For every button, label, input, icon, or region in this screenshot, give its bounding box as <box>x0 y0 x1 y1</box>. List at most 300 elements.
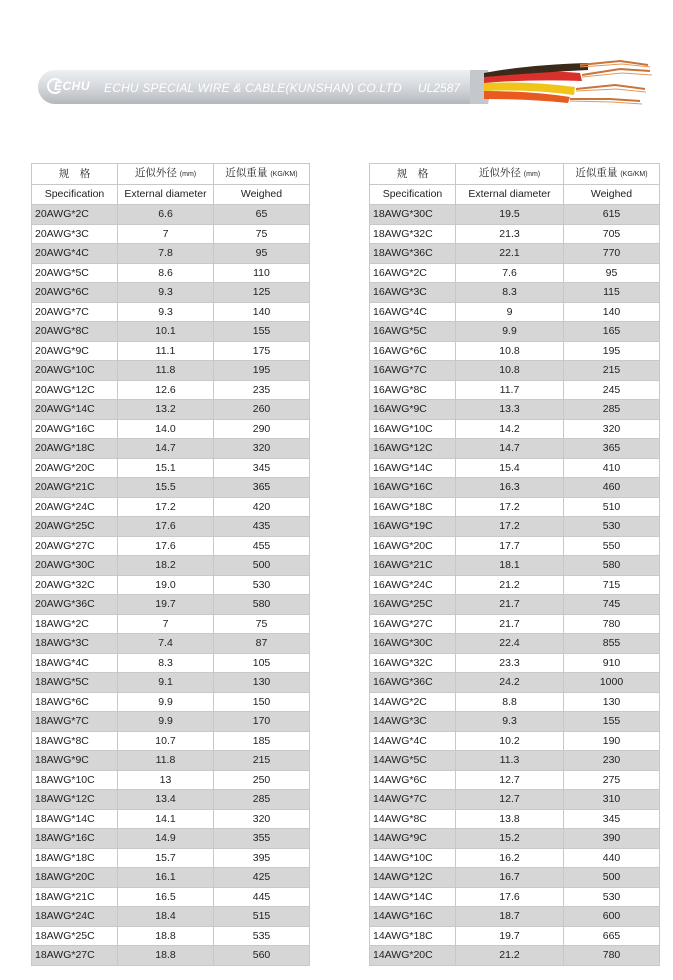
cable-cores-image <box>470 55 665 115</box>
cell-weight: 175 <box>214 341 310 361</box>
table-row <box>32 380 310 400</box>
cell-external-diameter: 7.8 <box>118 244 214 264</box>
cell-weight: 460 <box>564 478 660 498</box>
cell-weight: 715 <box>564 575 660 595</box>
cell-specification: 20AWG*2C <box>32 205 118 225</box>
cell-weight: 95 <box>214 244 310 264</box>
table-row <box>32 712 310 732</box>
cell-weight: 185 <box>214 731 310 751</box>
cell-specification: 16AWG*7C <box>370 361 456 381</box>
cell-external-diameter: 19.0 <box>118 575 214 595</box>
table-row <box>370 887 660 907</box>
cell-weight: 215 <box>214 751 310 771</box>
cell-external-diameter: 16.2 <box>456 848 564 868</box>
cell-external-diameter: 21.7 <box>456 595 564 615</box>
cell-external-diameter: 14.0 <box>118 419 214 439</box>
spec-table-left <box>31 163 310 966</box>
cell-external-diameter: 16.5 <box>118 887 214 907</box>
logo-text: ECHU <box>54 79 91 93</box>
header-diameter-cn-text: 近似外径 <box>134 167 177 179</box>
cell-weight: 105 <box>214 653 310 673</box>
cell-external-diameter: 9.3 <box>456 712 564 732</box>
cell-specification: 20AWG*4C <box>32 244 118 264</box>
table-row <box>32 263 310 283</box>
header-diameter-cn <box>118 164 214 185</box>
cell-weight: 250 <box>214 770 310 790</box>
header-spec-cn: 规 格 <box>370 164 456 185</box>
cell-weight: 455 <box>214 536 310 556</box>
cell-external-diameter: 21.2 <box>456 575 564 595</box>
cell-specification: 18AWG*16C <box>32 829 118 849</box>
cell-weight: 320 <box>214 439 310 459</box>
cell-specification: 18AWG*5C <box>32 673 118 693</box>
cell-specification: 20AWG*16C <box>32 419 118 439</box>
header-spec-en: Specification <box>370 185 456 205</box>
header-weight-cn-text: 近似重量 <box>575 167 618 179</box>
header-weight-unit: (KG/KM) <box>620 171 648 178</box>
table-row <box>32 556 310 576</box>
table-row <box>370 731 660 751</box>
cell-specification: 18AWG*10C <box>32 770 118 790</box>
table-row <box>370 575 660 595</box>
cell-external-diameter: 16.7 <box>456 868 564 888</box>
cell-external-diameter: 8.6 <box>118 263 214 283</box>
cell-weight: 155 <box>564 712 660 732</box>
cell-specification: 16AWG*9C <box>370 400 456 420</box>
cell-external-diameter: 19.5 <box>456 205 564 225</box>
cell-weight: 75 <box>214 224 310 244</box>
table-row <box>32 361 310 381</box>
cell-weight: 500 <box>214 556 310 576</box>
cell-weight: 345 <box>564 809 660 829</box>
header-spec-cn: 规 格 <box>32 164 118 185</box>
cell-external-diameter: 17.6 <box>456 887 564 907</box>
cell-weight: 855 <box>564 634 660 654</box>
cell-external-diameter: 17.2 <box>118 497 214 517</box>
cell-external-diameter: 17.6 <box>118 536 214 556</box>
table-row <box>370 302 660 322</box>
cell-weight: 125 <box>214 283 310 303</box>
cell-specification: 20AWG*3C <box>32 224 118 244</box>
cell-specification: 18AWG*27C <box>32 946 118 966</box>
header-weight-cn <box>214 164 310 185</box>
header-weight-cn <box>564 164 660 185</box>
cell-external-diameter: 13 <box>118 770 214 790</box>
cell-weight: 140 <box>564 302 660 322</box>
cell-weight: 535 <box>214 926 310 946</box>
cell-specification: 20AWG*30C <box>32 556 118 576</box>
table-row <box>370 478 660 498</box>
cell-weight: 705 <box>564 224 660 244</box>
cell-specification: 18AWG*36C <box>370 244 456 264</box>
table-row <box>32 244 310 264</box>
table-row <box>32 673 310 693</box>
cell-weight: 130 <box>214 673 310 693</box>
cell-external-diameter: 9.9 <box>456 322 564 342</box>
table-row <box>32 926 310 946</box>
table-row <box>32 653 310 673</box>
cell-weight: 195 <box>214 361 310 381</box>
table-row <box>370 770 660 790</box>
table-row <box>32 575 310 595</box>
header-diameter-cn <box>456 164 564 185</box>
cell-external-diameter: 22.1 <box>456 244 564 264</box>
table-row <box>370 497 660 517</box>
table-row <box>32 517 310 537</box>
header-weight-en: Weighed <box>214 185 310 205</box>
cell-external-diameter: 7 <box>118 224 214 244</box>
table-row <box>370 263 660 283</box>
cell-weight: 320 <box>214 809 310 829</box>
cell-weight: 245 <box>564 380 660 400</box>
spec-table-right <box>369 163 660 966</box>
table-body-right <box>370 205 660 966</box>
table-row <box>370 419 660 439</box>
table-row <box>370 712 660 732</box>
cell-external-diameter: 11.1 <box>118 341 214 361</box>
cell-specification: 18AWG*12C <box>32 790 118 810</box>
cell-weight: 275 <box>564 770 660 790</box>
cell-specification: 20AWG*6C <box>32 283 118 303</box>
cell-specification: 14AWG*12C <box>370 868 456 888</box>
cell-weight: 285 <box>564 400 660 420</box>
cell-specification: 20AWG*24C <box>32 497 118 517</box>
table-row <box>32 439 310 459</box>
cell-external-diameter: 11.8 <box>118 751 214 771</box>
table-row <box>370 848 660 868</box>
cell-specification: 20AWG*5C <box>32 263 118 283</box>
cell-external-diameter: 14.2 <box>456 419 564 439</box>
cell-external-diameter: 8.3 <box>456 283 564 303</box>
cable-banner <box>0 0 673 150</box>
table-row <box>370 926 660 946</box>
table-row <box>32 809 310 829</box>
cell-weight: 215 <box>564 361 660 381</box>
cell-external-diameter: 24.2 <box>456 673 564 693</box>
cell-external-diameter: 7.6 <box>456 263 564 283</box>
cell-weight: 150 <box>214 692 310 712</box>
cell-external-diameter: 6.6 <box>118 205 214 225</box>
cell-specification: 14AWG*14C <box>370 887 456 907</box>
table-row <box>370 244 660 264</box>
cell-external-diameter: 9.9 <box>118 712 214 732</box>
cell-external-diameter: 21.2 <box>456 946 564 966</box>
cell-weight: 560 <box>214 946 310 966</box>
cell-external-diameter: 11.3 <box>456 751 564 771</box>
cell-specification: 16AWG*27C <box>370 614 456 634</box>
cable-print-text: ECHU SPECIAL WIRE & CABLE(KUNSHAN) CO.LTD <box>104 81 402 95</box>
cell-specification: 14AWG*16C <box>370 907 456 927</box>
cell-external-diameter: 18.8 <box>118 926 214 946</box>
table-row <box>370 809 660 829</box>
cell-weight: 910 <box>564 653 660 673</box>
cell-specification: 20AWG*7C <box>32 302 118 322</box>
cell-specification: 14AWG*5C <box>370 751 456 771</box>
cell-weight: 580 <box>214 595 310 615</box>
cell-external-diameter: 18.1 <box>456 556 564 576</box>
cell-weight: 530 <box>564 517 660 537</box>
table-row <box>370 868 660 888</box>
cell-external-diameter: 10.1 <box>118 322 214 342</box>
cell-specification: 16AWG*3C <box>370 283 456 303</box>
table-header-row-en <box>370 185 660 205</box>
cell-specification: 16AWG*8C <box>370 380 456 400</box>
cell-weight: 435 <box>214 517 310 537</box>
cell-specification: 14AWG*20C <box>370 946 456 966</box>
cell-external-diameter: 15.5 <box>118 478 214 498</box>
cell-weight: 285 <box>214 790 310 810</box>
cell-external-diameter: 19.7 <box>456 926 564 946</box>
cell-weight: 365 <box>564 439 660 459</box>
cell-weight: 190 <box>564 731 660 751</box>
cell-specification: 20AWG*9C <box>32 341 118 361</box>
table-row <box>370 692 660 712</box>
cell-specification: 20AWG*36C <box>32 595 118 615</box>
table-row <box>32 829 310 849</box>
cell-external-diameter: 13.2 <box>118 400 214 420</box>
cell-external-diameter: 13.3 <box>456 400 564 420</box>
cell-specification: 18AWG*30C <box>370 205 456 225</box>
table-row <box>370 673 660 693</box>
table-row <box>32 868 310 888</box>
cell-weight: 95 <box>564 263 660 283</box>
table-row <box>370 634 660 654</box>
cell-specification: 16AWG*21C <box>370 556 456 576</box>
cell-external-diameter: 17.2 <box>456 517 564 537</box>
cell-external-diameter: 9.3 <box>118 302 214 322</box>
cell-weight: 140 <box>214 302 310 322</box>
cell-external-diameter: 14.7 <box>456 439 564 459</box>
cell-weight: 115 <box>564 283 660 303</box>
cell-specification: 16AWG*32C <box>370 653 456 673</box>
cell-weight: 425 <box>214 868 310 888</box>
table-row <box>370 361 660 381</box>
table-row <box>370 653 660 673</box>
cell-external-diameter: 21.3 <box>456 224 564 244</box>
cell-weight: 780 <box>564 946 660 966</box>
cell-specification: 18AWG*3C <box>32 634 118 654</box>
table-row <box>32 751 310 771</box>
cell-specification: 16AWG*6C <box>370 341 456 361</box>
cell-external-diameter: 7 <box>118 614 214 634</box>
cell-external-diameter: 13.8 <box>456 809 564 829</box>
cell-external-diameter: 8.8 <box>456 692 564 712</box>
table-row <box>32 614 310 634</box>
cell-weight: 260 <box>214 400 310 420</box>
cell-weight: 780 <box>564 614 660 634</box>
cell-weight: 155 <box>214 322 310 342</box>
cell-external-diameter: 15.1 <box>118 458 214 478</box>
cell-external-diameter: 16.3 <box>456 478 564 498</box>
cell-specification: 16AWG*4C <box>370 302 456 322</box>
table-row <box>370 439 660 459</box>
cell-weight: 355 <box>214 829 310 849</box>
table-row <box>32 790 310 810</box>
cell-specification: 16AWG*30C <box>370 634 456 654</box>
table-row <box>32 458 310 478</box>
table-header-row-cn <box>370 164 660 185</box>
cell-specification: 18AWG*18C <box>32 848 118 868</box>
cell-specification: 18AWG*9C <box>32 751 118 771</box>
cell-specification: 18AWG*7C <box>32 712 118 732</box>
header-diameter-en: External diameter <box>456 185 564 205</box>
cell-specification: 16AWG*36C <box>370 673 456 693</box>
table-row <box>370 536 660 556</box>
table-row <box>370 322 660 342</box>
cell-weight: 745 <box>564 595 660 615</box>
cell-weight: 515 <box>214 907 310 927</box>
cell-external-diameter: 9.9 <box>118 692 214 712</box>
cell-specification: 18AWG*24C <box>32 907 118 927</box>
table-row <box>370 224 660 244</box>
cell-specification: 20AWG*14C <box>32 400 118 420</box>
cell-weight: 510 <box>564 497 660 517</box>
cell-weight: 365 <box>214 478 310 498</box>
cell-specification: 16AWG*12C <box>370 439 456 459</box>
cell-external-diameter: 17.7 <box>456 536 564 556</box>
table-row <box>370 205 660 225</box>
cell-weight: 395 <box>214 848 310 868</box>
cell-specification: 20AWG*21C <box>32 478 118 498</box>
cell-specification: 20AWG*10C <box>32 361 118 381</box>
cell-weight: 530 <box>564 887 660 907</box>
header-diameter-unit: (mm) <box>523 171 541 178</box>
cell-weight: 665 <box>564 926 660 946</box>
cell-external-diameter: 14.7 <box>118 439 214 459</box>
cell-specification: 18AWG*25C <box>32 926 118 946</box>
cell-external-diameter: 18.2 <box>118 556 214 576</box>
cell-weight: 1000 <box>564 673 660 693</box>
cell-external-diameter: 15.7 <box>118 848 214 868</box>
cell-weight: 500 <box>564 868 660 888</box>
cell-weight: 230 <box>564 751 660 771</box>
header-weight-en: Weighed <box>564 185 660 205</box>
cell-specification: 16AWG*24C <box>370 575 456 595</box>
cell-weight: 310 <box>564 790 660 810</box>
cell-specification: 16AWG*5C <box>370 322 456 342</box>
cell-specification: 20AWG*12C <box>32 380 118 400</box>
table-row <box>32 283 310 303</box>
cell-weight: 770 <box>564 244 660 264</box>
cell-weight: 235 <box>214 380 310 400</box>
cell-weight: 170 <box>214 712 310 732</box>
cell-external-diameter: 16.1 <box>118 868 214 888</box>
cell-specification: 18AWG*4C <box>32 653 118 673</box>
cell-weight: 530 <box>214 575 310 595</box>
cell-weight: 130 <box>564 692 660 712</box>
cell-external-diameter: 12.7 <box>456 770 564 790</box>
cell-specification: 14AWG*3C <box>370 712 456 732</box>
cell-weight: 420 <box>214 497 310 517</box>
cell-specification: 16AWG*16C <box>370 478 456 498</box>
table-row <box>32 341 310 361</box>
cell-specification: 20AWG*27C <box>32 536 118 556</box>
cell-external-diameter: 18.7 <box>456 907 564 927</box>
cell-weight: 110 <box>214 263 310 283</box>
cell-external-diameter: 10.7 <box>118 731 214 751</box>
header-weight-unit: (KG/KM) <box>270 171 298 178</box>
table-body-left <box>32 205 310 966</box>
table-row <box>370 790 660 810</box>
cell-external-diameter: 15.4 <box>456 458 564 478</box>
cell-external-diameter: 18.4 <box>118 907 214 927</box>
cell-specification: 14AWG*8C <box>370 809 456 829</box>
table-row <box>370 458 660 478</box>
table-row <box>370 595 660 615</box>
cell-specification: 16AWG*10C <box>370 419 456 439</box>
table-row <box>370 517 660 537</box>
header-diameter-cn-text: 近似外径 <box>478 167 521 179</box>
cell-specification: 20AWG*8C <box>32 322 118 342</box>
cell-weight: 320 <box>564 419 660 439</box>
table-row <box>32 400 310 420</box>
cell-weight: 65 <box>214 205 310 225</box>
table-row <box>370 341 660 361</box>
cell-specification: 18AWG*14C <box>32 809 118 829</box>
cell-external-diameter: 14.1 <box>118 809 214 829</box>
table-row <box>32 887 310 907</box>
cell-external-diameter: 10.8 <box>456 341 564 361</box>
table-row <box>32 731 310 751</box>
cell-weight: 550 <box>564 536 660 556</box>
cell-weight: 75 <box>214 614 310 634</box>
cell-specification: 18AWG*8C <box>32 731 118 751</box>
table-row <box>32 536 310 556</box>
cell-external-diameter: 10.8 <box>456 361 564 381</box>
table-header-row-cn <box>32 164 310 185</box>
table-row <box>32 419 310 439</box>
cell-specification: 14AWG*2C <box>370 692 456 712</box>
cell-specification: 18AWG*21C <box>32 887 118 907</box>
header-diameter-en: External diameter <box>118 185 214 205</box>
cell-external-diameter: 14.9 <box>118 829 214 849</box>
table-row <box>32 907 310 927</box>
table-row <box>32 946 310 966</box>
table-row <box>32 322 310 342</box>
cell-external-diameter: 9 <box>456 302 564 322</box>
cell-specification: 16AWG*25C <box>370 595 456 615</box>
cell-weight: 440 <box>564 848 660 868</box>
cell-specification: 20AWG*25C <box>32 517 118 537</box>
table-row <box>32 205 310 225</box>
cell-weight: 195 <box>564 341 660 361</box>
cell-external-diameter: 11.8 <box>118 361 214 381</box>
cell-weight: 580 <box>564 556 660 576</box>
cell-weight: 445 <box>214 887 310 907</box>
table-row <box>370 751 660 771</box>
cell-external-diameter: 11.7 <box>456 380 564 400</box>
table-row <box>32 848 310 868</box>
table-row <box>32 595 310 615</box>
cell-specification: 18AWG*2C <box>32 614 118 634</box>
table-row <box>32 478 310 498</box>
cell-external-diameter: 17.6 <box>118 517 214 537</box>
table-row <box>370 556 660 576</box>
cell-weight: 390 <box>564 829 660 849</box>
table-row <box>370 400 660 420</box>
table-row <box>32 224 310 244</box>
table-row <box>370 907 660 927</box>
cell-specification: 20AWG*20C <box>32 458 118 478</box>
table-row <box>370 380 660 400</box>
cell-weight: 345 <box>214 458 310 478</box>
table-row <box>32 497 310 517</box>
cell-external-diameter: 15.2 <box>456 829 564 849</box>
cell-weight: 615 <box>564 205 660 225</box>
cell-specification: 14AWG*18C <box>370 926 456 946</box>
echu-logo <box>47 78 97 96</box>
cell-specification: 18AWG*6C <box>32 692 118 712</box>
